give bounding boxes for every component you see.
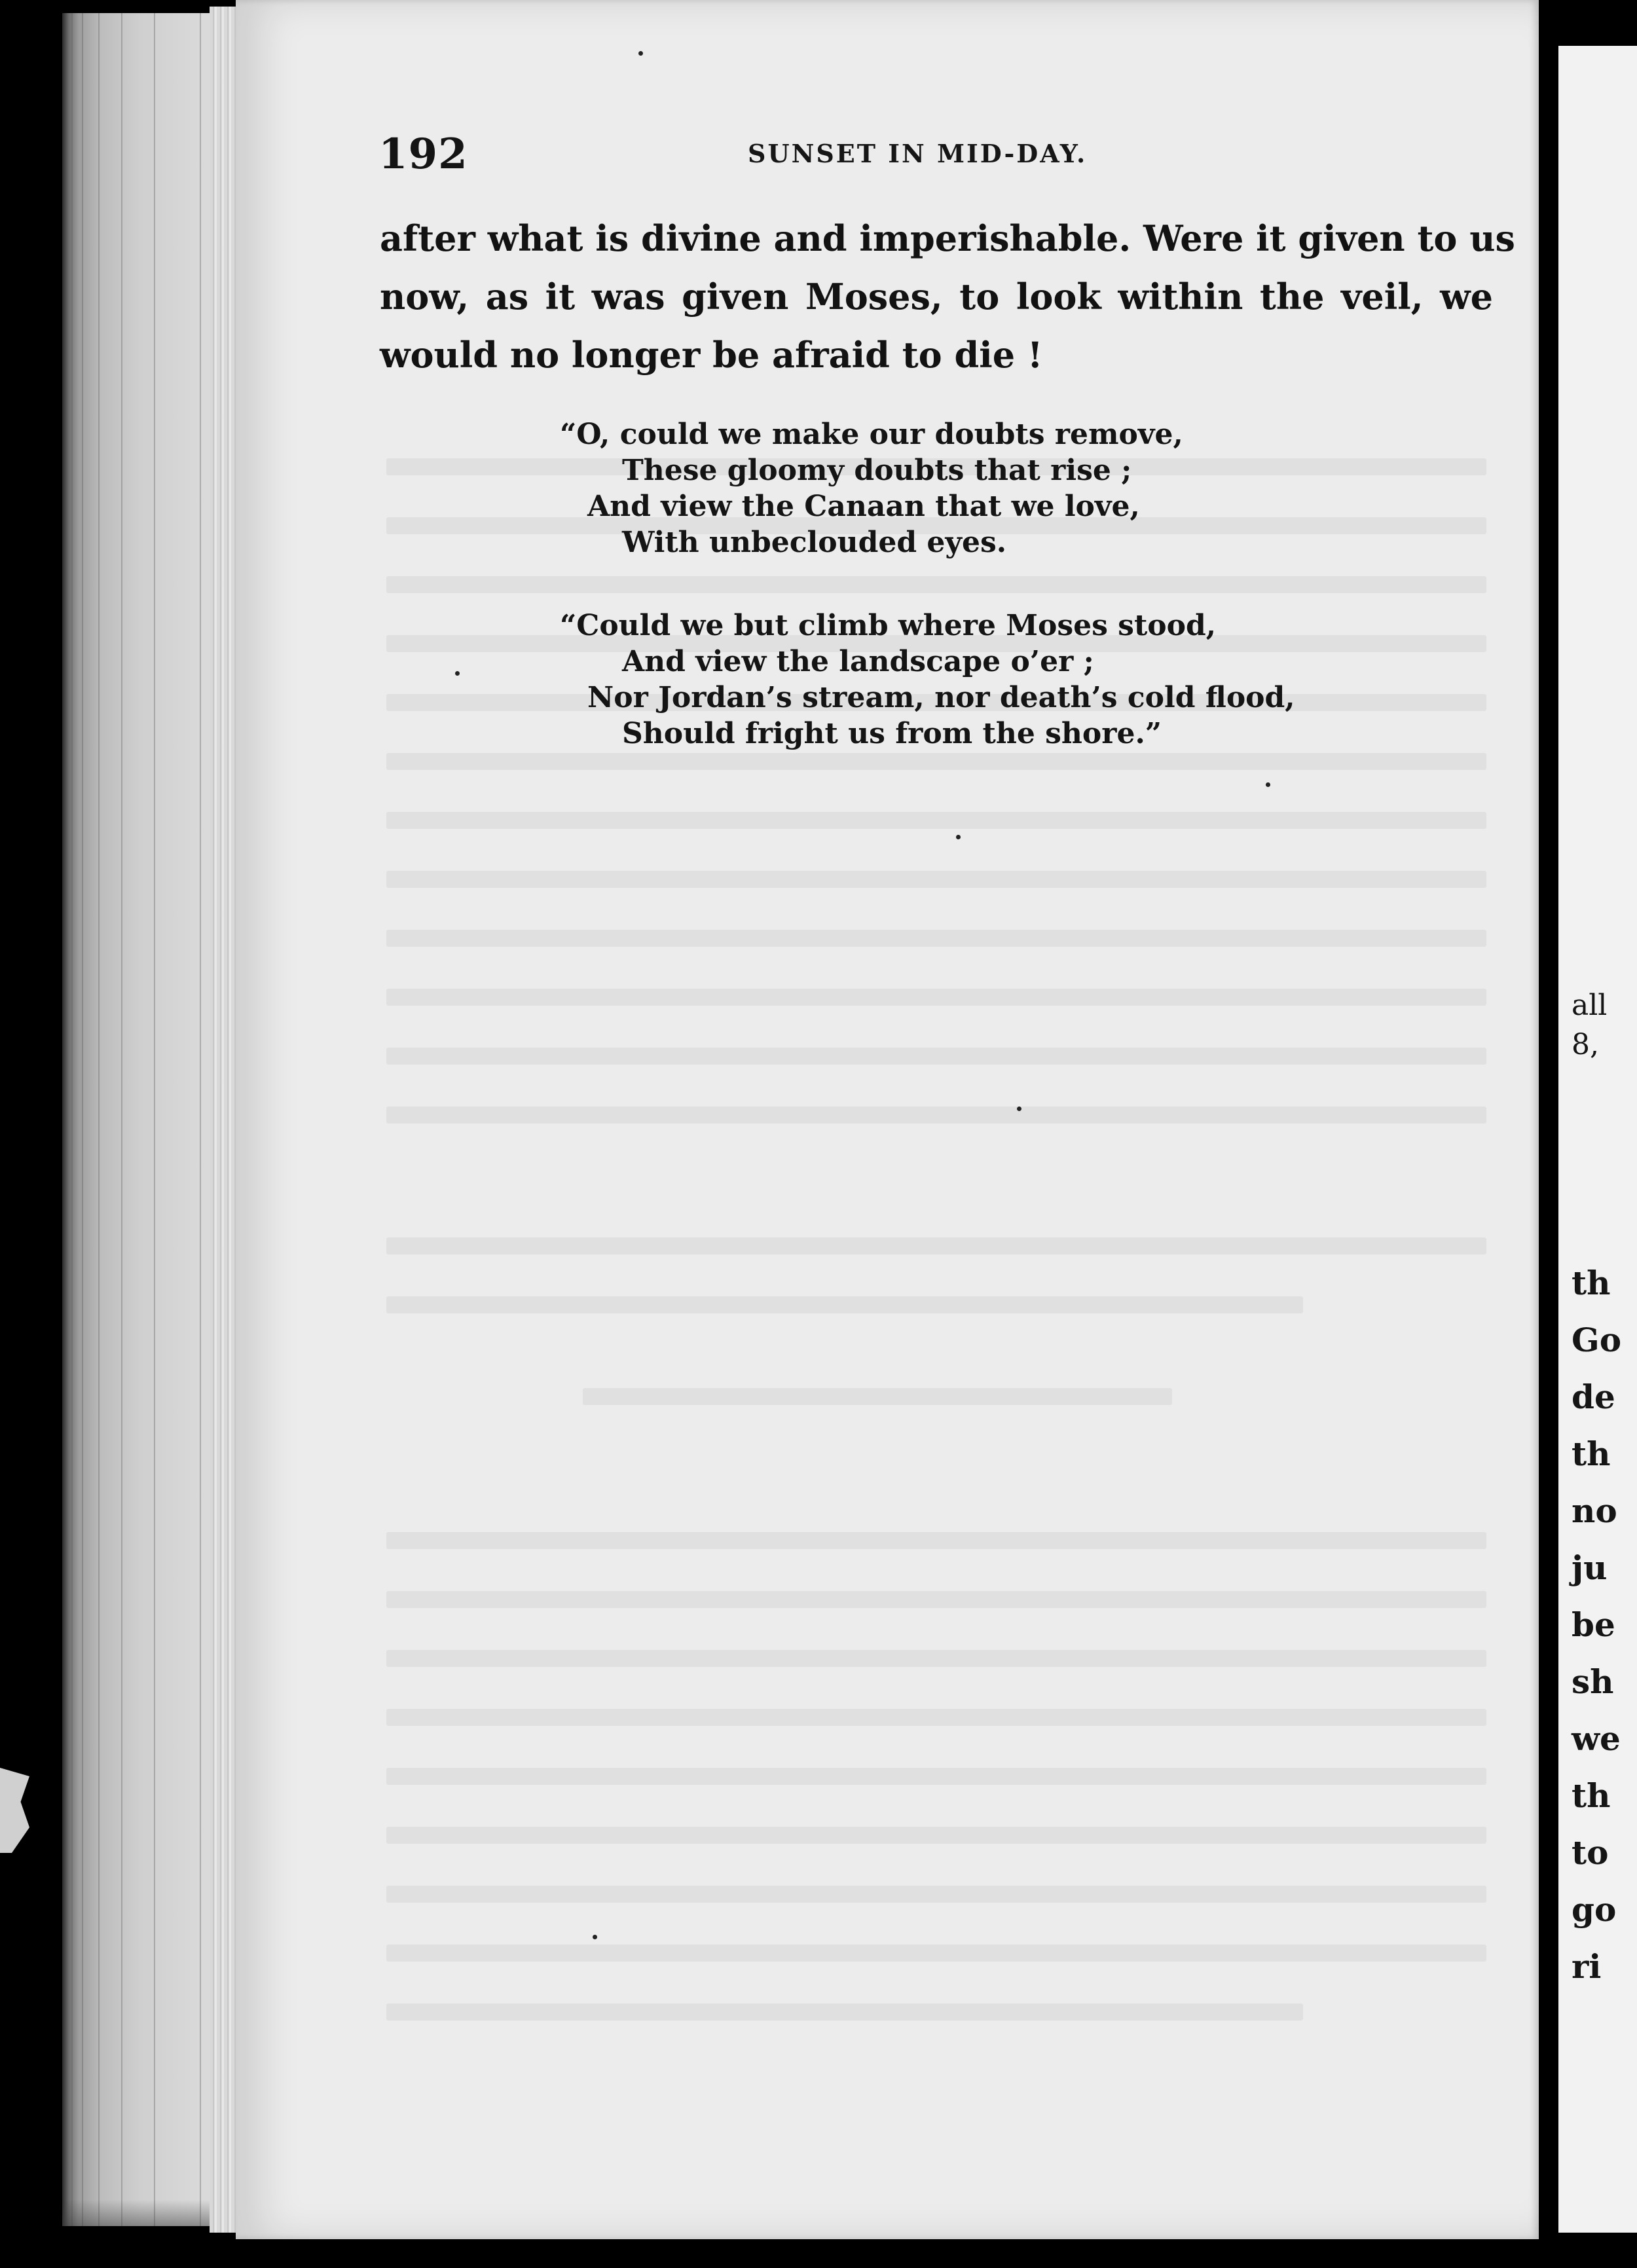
facing-page-fragment: no bbox=[1572, 1491, 1617, 1530]
poem-stanza bbox=[560, 416, 1378, 560]
scan-speck bbox=[455, 671, 460, 676]
facing-page-fragment: be bbox=[1572, 1605, 1615, 1644]
scan-speck bbox=[1017, 1107, 1021, 1111]
poem-stanza bbox=[560, 608, 1378, 752]
facing-page-fragment: to bbox=[1572, 1833, 1609, 1872]
facing-page-fragment: Go bbox=[1572, 1321, 1622, 1359]
poem-line: Nor Jordan’s stream, nor death’s cold flood, bbox=[587, 681, 1295, 714]
page-number: 192 bbox=[378, 130, 468, 179]
facing-page-fragment: all bbox=[1572, 989, 1608, 1022]
prose-line: would no longer be afraid to die ! bbox=[380, 334, 1043, 376]
facing-page-fragment: th bbox=[1572, 1776, 1611, 1815]
facing-page bbox=[1558, 46, 1637, 2233]
facing-page-fragment: th bbox=[1572, 1264, 1611, 1302]
facing-page-fragment: ri bbox=[1572, 1947, 1602, 1986]
facing-page-fragment: we bbox=[1572, 1719, 1621, 1758]
binding-clip bbox=[0, 1768, 29, 1853]
poem-line: Should fright us from the shore.” bbox=[622, 717, 1162, 750]
poem-line: These gloomy doubts that rise ; bbox=[622, 454, 1132, 487]
prose-paragraph bbox=[380, 210, 1515, 384]
facing-page-fragment: th bbox=[1572, 1435, 1611, 1473]
facing-page-fragment: sh bbox=[1572, 1662, 1614, 1701]
facing-page-fragment: de bbox=[1572, 1378, 1615, 1416]
scan-speck bbox=[956, 835, 961, 839]
prose-line: after what is divine and imperishable. Were it given to us bbox=[380, 217, 1515, 259]
facing-page-fragment: go bbox=[1572, 1890, 1617, 1929]
poem-line: “Could we but climb where Moses stood, bbox=[560, 609, 1217, 642]
poem-line: And view the Canaan that we love, bbox=[587, 490, 1140, 523]
prose-line: now, as it was given Moses, to look within the veil, we bbox=[380, 276, 1493, 318]
scan-speck bbox=[593, 1935, 597, 1939]
scan-speck bbox=[638, 51, 643, 56]
facing-page-fragment: ju bbox=[1572, 1548, 1608, 1587]
poem-line: With unbeclouded eyes. bbox=[622, 526, 1007, 559]
facing-page-fragment: 8, bbox=[1572, 1028, 1599, 1061]
poem-line: And view the landscape o’er ; bbox=[622, 645, 1094, 678]
running-title: SUNSET IN MID-DAY. bbox=[748, 139, 1088, 168]
poem-line: “O, could we make our doubts remove, bbox=[560, 418, 1183, 451]
scan-speck bbox=[1266, 782, 1270, 787]
